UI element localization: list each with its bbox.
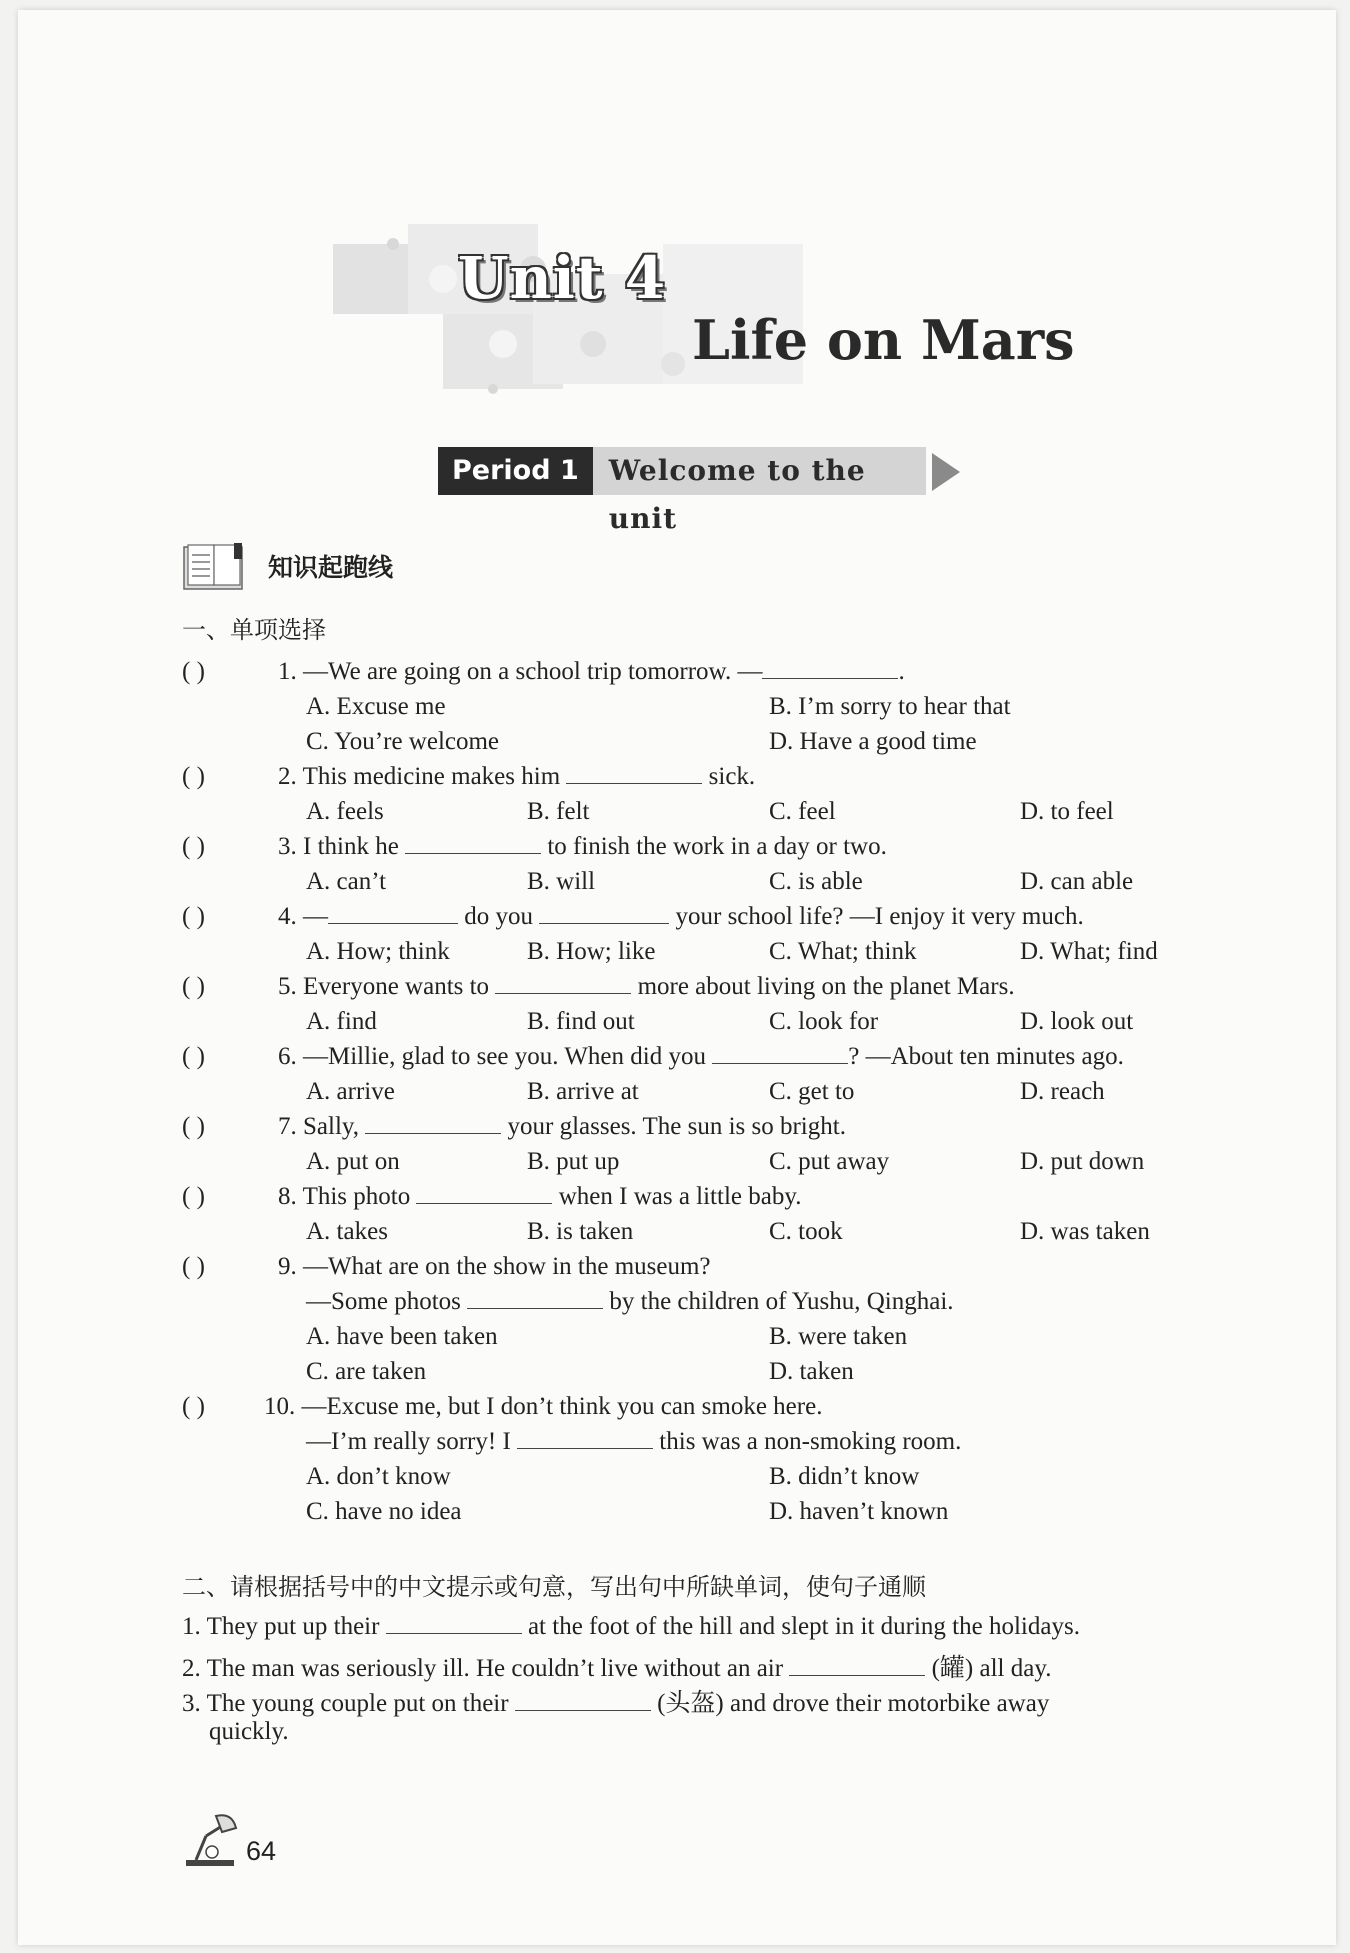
page-number: 64 [246, 1836, 277, 1866]
answer-blank[interactable] [712, 1043, 848, 1064]
answer-blank[interactable] [566, 763, 702, 784]
option[interactable]: C. are taken [306, 1358, 427, 1385]
option[interactable]: B. didn’t know [769, 1463, 920, 1490]
answer-paren: ( ) [182, 1043, 205, 1070]
option[interactable]: B. How; like [527, 938, 656, 965]
answer-blank[interactable] [539, 903, 669, 924]
option[interactable]: A. feels [306, 798, 384, 825]
answer-paren: ( ) [182, 833, 205, 860]
question-9-line2: —Some photos by the children of Yushu, Qinghai. [306, 1288, 954, 1315]
part2-title: 二、请根据括号中的中文提示或句意，写出句中所缺单词，使句子通顺 [182, 1573, 926, 1601]
option[interactable]: C. is able [769, 868, 863, 895]
option[interactable]: B. I’m sorry to hear that [769, 693, 1011, 720]
option[interactable]: D. haven’t known [769, 1498, 949, 1525]
option[interactable]: B. will [527, 868, 596, 895]
arrow-icon [932, 453, 960, 491]
option[interactable]: B. were taken [769, 1323, 908, 1350]
answer-paren: ( ) [182, 1183, 205, 1210]
question-6: 6. —Millie, glad to see you. When did you ? —About ten minutes ago. [278, 1043, 1124, 1070]
option[interactable]: B. arrive at [527, 1078, 639, 1105]
option[interactable]: D. to feel [1020, 798, 1114, 825]
answer-blank[interactable] [467, 1288, 603, 1309]
option[interactable]: D. put down [1020, 1148, 1145, 1175]
option[interactable]: B. felt [527, 798, 590, 825]
fill-item-3-cont: quickly. [209, 1718, 289, 1745]
option[interactable]: B. is taken [527, 1218, 634, 1245]
option[interactable]: D. What; find [1020, 938, 1158, 965]
question-10-line2: —I’m really sorry! I this was a non-smoking room. [306, 1428, 962, 1455]
fill-item-1: 1. They put up their at the foot of the hill and slept in it during the holidays. [182, 1613, 1080, 1640]
option[interactable]: C. get to [769, 1078, 855, 1105]
option[interactable]: A. have been taken [306, 1323, 498, 1350]
option[interactable]: B. find out [527, 1008, 635, 1035]
option[interactable]: A. find [306, 1008, 377, 1035]
period-label: Period 1 [438, 447, 593, 495]
answer-paren: ( ) [182, 903, 205, 930]
answer-blank[interactable] [386, 1613, 522, 1634]
question-9: 9. —What are on the show in the museum? [278, 1253, 711, 1280]
unit-heading: Unit 4 [458, 244, 667, 312]
answer-blank[interactable] [416, 1183, 552, 1204]
option[interactable]: B. put up [527, 1148, 620, 1175]
question-7: 7. Sally, your glasses. The sun is so bright. [278, 1113, 846, 1140]
fill-item-2: 2. The man was seriously ill. He couldn’t live without an air (罐) all day. [182, 1655, 1052, 1682]
option[interactable]: C. What; think [769, 938, 917, 965]
option[interactable]: A. put on [306, 1148, 400, 1175]
option[interactable]: D. was taken [1020, 1218, 1150, 1245]
answer-blank[interactable] [328, 903, 458, 924]
option[interactable]: C. have no idea [306, 1498, 462, 1525]
question-5: 5. Everyone wants to more about living on the planet Mars. [278, 973, 1015, 1000]
question-8: 8. This photo when I was a little baby. [278, 1183, 802, 1210]
book-icon [182, 543, 248, 591]
unit-title: Life on Mars [692, 308, 1075, 372]
answer-paren: ( ) [182, 658, 205, 685]
question-1: 1. —We are going on a school trip tomorrow. — . [278, 658, 905, 685]
answer-blank[interactable] [405, 833, 541, 854]
option[interactable]: C. You’re welcome [306, 728, 500, 755]
answer-blank[interactable] [515, 1690, 651, 1711]
option[interactable]: D. taken [769, 1358, 854, 1385]
answer-paren: ( ) [182, 973, 205, 1000]
section-title: 知识起跑线 [268, 553, 394, 582]
question-4: 4. — do you your school life? —I enjoy it very much. [278, 903, 1084, 930]
answer-paren: ( ) [182, 1113, 205, 1140]
option[interactable]: D. Have a good time [769, 728, 977, 755]
question-3: 3. I think he to finish the work in a day or two. [278, 833, 887, 860]
answer-blank[interactable] [365, 1113, 501, 1134]
question-10: 10. —Excuse me, but I don’t think you can smoke here. [264, 1393, 823, 1420]
answer-blank[interactable] [789, 1655, 925, 1676]
option[interactable]: C. took [769, 1218, 843, 1245]
option[interactable]: C. feel [769, 798, 836, 825]
option[interactable]: C. put away [769, 1148, 890, 1175]
option[interactable]: A. How; think [306, 938, 450, 965]
option[interactable]: A. arrive [306, 1078, 395, 1105]
period-title: Welcome to the unit [593, 447, 926, 495]
option[interactable]: D. look out [1020, 1008, 1134, 1035]
option[interactable]: A. don’t know [306, 1463, 451, 1490]
answer-blank[interactable] [762, 658, 898, 679]
fill-item-3: 3. The young couple put on their (头盔) and drove their motorbike away [182, 1690, 1050, 1717]
answer-paren: ( ) [182, 763, 205, 790]
answer-blank[interactable] [495, 973, 631, 994]
lamp-icon [182, 1812, 242, 1868]
option[interactable]: A. Excuse me [306, 693, 446, 720]
option[interactable]: D. reach [1020, 1078, 1105, 1105]
question-2: 2. This medicine makes him sick. [278, 763, 756, 790]
answer-paren: ( ) [182, 1393, 205, 1420]
option[interactable]: D. can able [1020, 868, 1134, 895]
option[interactable]: C. look for [769, 1008, 879, 1035]
part1-title: 一、单项选择 [182, 616, 326, 644]
option[interactable]: A. can’t [306, 868, 387, 895]
period-banner [438, 447, 926, 535]
answer-blank[interactable] [517, 1428, 653, 1449]
answer-paren: ( ) [182, 1253, 205, 1280]
option[interactable]: A. takes [306, 1218, 388, 1245]
